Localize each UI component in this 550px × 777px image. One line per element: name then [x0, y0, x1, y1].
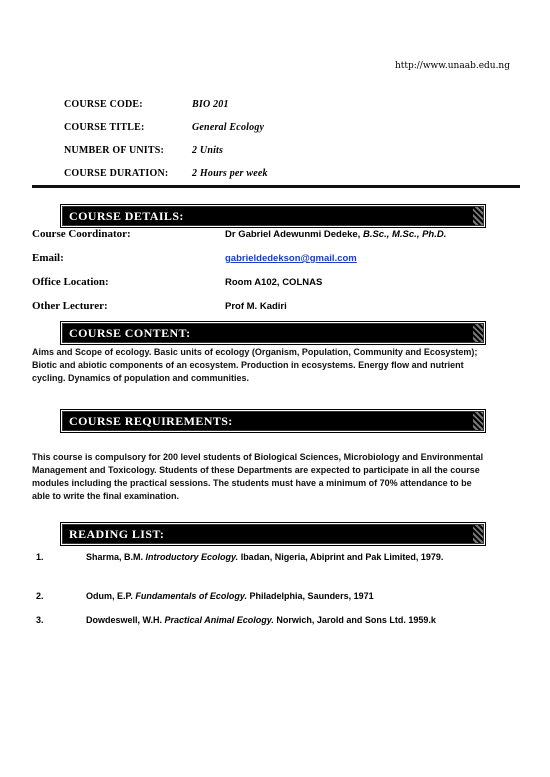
course-content-text: Aims and Scope of ecology. Basic units of ecology (Organism, Population, Community and Ecosystem); Biotic and abiotic components of an ecosystem. Production in ecosystems. Energy flow and nutrient cycling. Dynamics of population and communities. — [32, 347, 478, 383]
course-title-value: General Ecology — [192, 122, 265, 133]
other-lecturer-value: Prof M. Kadiri — [225, 301, 287, 312]
units-value: 2 Units — [192, 145, 224, 156]
office-label: Office Location: — [32, 276, 109, 288]
other-lecturer-row — [32, 300, 287, 312]
course-title-row — [64, 122, 264, 133]
source-url: http://www.unaab.edu.ng — [394, 61, 510, 71]
email-label: Email: — [32, 252, 64, 264]
course-content-banner — [62, 323, 484, 343]
course-details-banner — [62, 206, 484, 226]
course-details-heading: COURSE DETAILS: — [69, 209, 184, 223]
course-requirements-text: This course is compulsory for 200 level students of Biological Sciences, Microbiology and Environmental Management and Toxicology. Students of these Departments are expected to participate in all the course modules including the practical sessions. The students must have a minimum of 70% attendance to be able to write the final examination. — [32, 452, 484, 501]
email-row — [32, 252, 357, 264]
course-code-label: COURSE CODE: — [64, 99, 143, 110]
office-value: Room A102, COLNAS — [225, 277, 323, 288]
office-row — [32, 276, 322, 288]
other-lecturer-label: Other Lecturer: — [32, 300, 108, 312]
course-requirements-heading: COURSE REQUIREMENTS: — [69, 414, 233, 428]
units-row — [64, 145, 223, 156]
units-label: NUMBER OF UNITS: — [64, 145, 165, 156]
course-title-label: COURSE TITLE: — [64, 122, 145, 133]
section-divider — [32, 185, 520, 188]
reading-list-banner — [62, 524, 484, 544]
coordinator-qualifications: B.Sc., M.Sc., Ph.D. — [362, 229, 447, 240]
coordinator-row — [32, 228, 446, 240]
duration-row — [64, 168, 268, 179]
reading-list-heading: READING LIST: — [69, 527, 165, 541]
book-title: Practical Animal Ecology. — [164, 615, 274, 625]
coordinator-name: Dr Gabriel Adewunmi Dedeke, — [225, 229, 363, 240]
coordinator-label: Course Coordinator: — [32, 228, 131, 240]
course-content-heading: COURSE CONTENT: — [69, 326, 191, 340]
email-link[interactable]: gabrieldedekson@gmail.com — [225, 253, 357, 264]
course-code-value: BIO 201 — [192, 99, 229, 110]
duration-label: COURSE DURATION: — [64, 168, 169, 179]
duration-value: 2 Hours per week — [192, 168, 268, 179]
book-title: Fundamentals of Ecology. — [135, 591, 248, 601]
course-code-row — [64, 99, 229, 110]
course-requirements-banner — [62, 411, 484, 431]
book-title: Introductory Ecology. — [145, 552, 239, 562]
